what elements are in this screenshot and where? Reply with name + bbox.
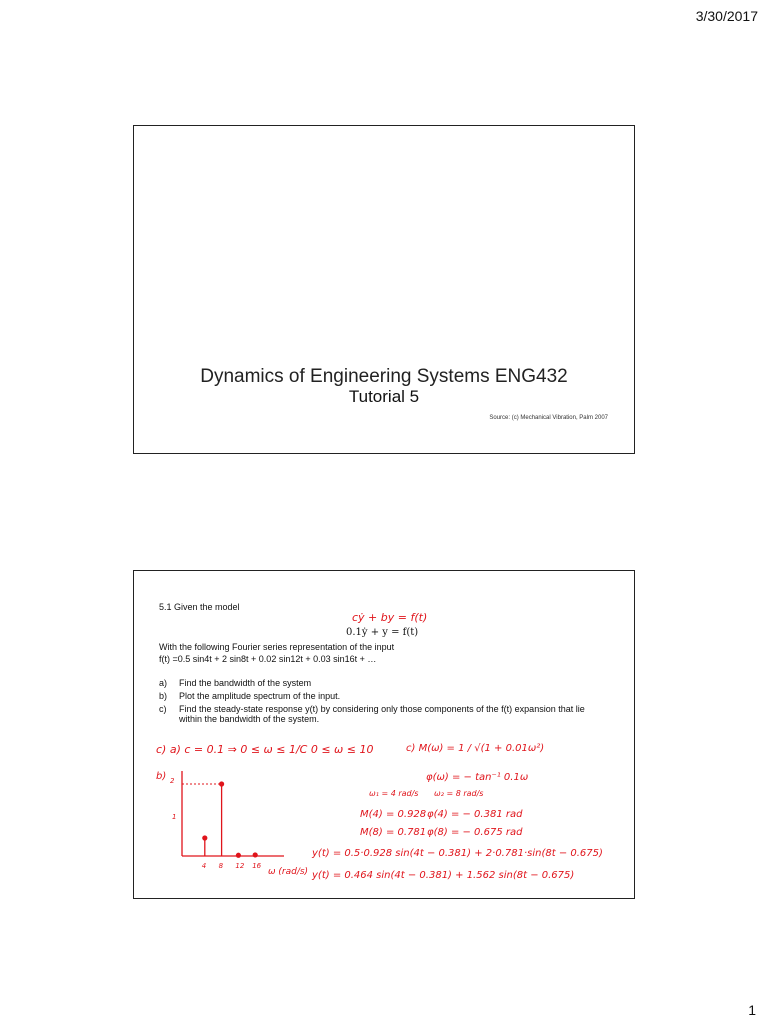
question-heading: 5.1 Given the model bbox=[159, 602, 240, 612]
item-text: Find the steady-state response y(t) by considering only those components of the f(t) expansion that lie within the bandwidth of the system. bbox=[179, 704, 585, 724]
hw-ode: cẏ + by = f(t) bbox=[352, 611, 428, 624]
model-equation: 0.1ẏ + y = f(t) bbox=[346, 627, 419, 638]
slide-subtitle: Tutorial 5 bbox=[348, 387, 420, 406]
hw-m4: M(4) = 0.928 bbox=[360, 809, 427, 820]
hw-bandwidth: c) a) c = 0.1 ⇒ 0 ≤ ω ≤ 1/C 0 ≤ ω ≤ 10 bbox=[156, 743, 374, 756]
x-tick-label: 8 bbox=[218, 862, 224, 870]
slide-title: Dynamics of Engineering Systems ENG432 bbox=[200, 366, 568, 387]
hw-y-final: y(t) = 0.464 sin(4t − 0.381) + 1.562 sin(8t − 0.675) bbox=[312, 870, 575, 881]
y-tick-label: 2 bbox=[170, 777, 175, 785]
source-note: Source: (c) Mechanical Vibration, Palm 2007 bbox=[489, 415, 608, 421]
hw-m8: M(8) = 0.781 bbox=[360, 827, 427, 838]
x-tick-label: 4 bbox=[201, 862, 207, 870]
spectrum-point bbox=[202, 835, 207, 840]
amplitude-spectrum bbox=[156, 771, 308, 877]
item-text: Plot the amplitude spectrum of the input. bbox=[179, 691, 341, 701]
spectrum-point bbox=[236, 853, 241, 858]
problem-slide bbox=[133, 570, 635, 899]
hw-b-label: b) bbox=[156, 771, 167, 782]
item-label: b) bbox=[159, 691, 168, 701]
page-number: 1 bbox=[748, 1002, 756, 1018]
intro-text: With the following Fourier series representation of the input bbox=[159, 642, 395, 652]
page-date: 3/30/2017 bbox=[695, 8, 758, 24]
x-tick-label: 16 bbox=[252, 862, 262, 870]
item-label: a) bbox=[159, 678, 168, 688]
hw-w2: ω₂ = 8 rad/s bbox=[434, 789, 484, 798]
x-tick-label: 12 bbox=[235, 862, 245, 870]
spectrum-point bbox=[253, 852, 258, 857]
x-axis-label: ω (rad/s) bbox=[268, 867, 309, 877]
fourier-series: f(t) =0.5 sin4t + 2 sin8t + 0.02 sin12t + 0.03 sin16t + … bbox=[159, 654, 377, 664]
item-label: c) bbox=[159, 704, 167, 714]
hw-phase: φ(ω) = − tan⁻¹ 0.1ω bbox=[426, 772, 529, 783]
hw-phi4: φ(4) = − 0.381 rad bbox=[427, 809, 523, 820]
item-text: Find the bandwidth of the system bbox=[179, 678, 312, 688]
handwritten-solution bbox=[134, 571, 634, 898]
y-tick-label: 1 bbox=[172, 813, 177, 821]
hw-y-full: y(t) = 0.5·0.928 sin(4t − 0.381) + 2·0.781·sin(8t − 0.675) bbox=[312, 848, 603, 859]
hw-phi8: φ(8) = − 0.675 rad bbox=[427, 827, 523, 838]
title-slide bbox=[133, 125, 635, 454]
hw-transfer: c) M(ω) = 1 / √(1 + 0.01ω²) bbox=[406, 743, 545, 754]
hw-w1: ω₁ = 4 rad/s bbox=[369, 789, 419, 798]
